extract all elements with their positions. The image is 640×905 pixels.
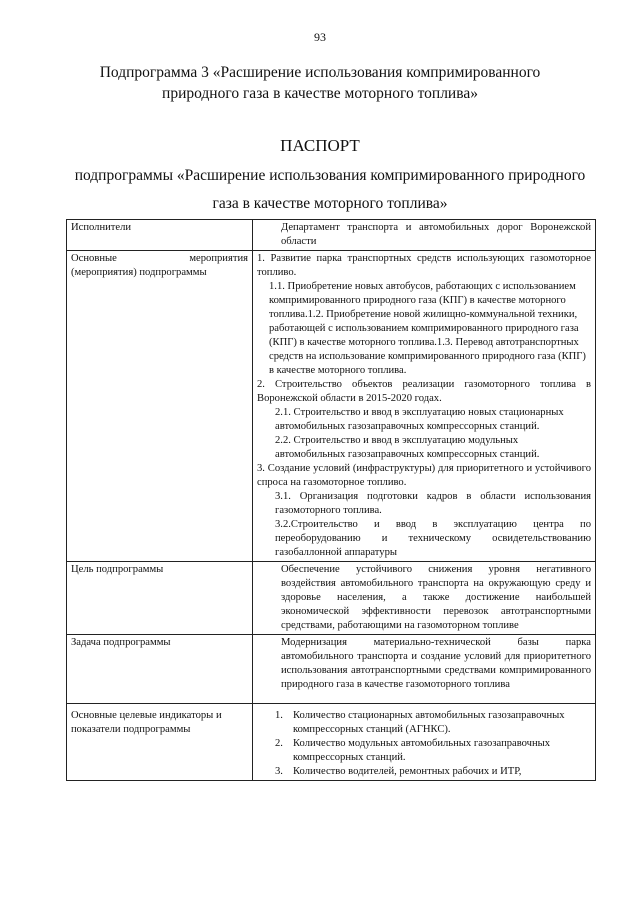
passport-table (66, 219, 596, 781)
subprogram-title (60, 62, 580, 104)
page-number: 93 (314, 30, 326, 44)
subprogram-title-line2: природного газа в качестве моторного топлива» (162, 85, 478, 102)
activity-item-3-1: 3.1. Организация подготовки кадров в области использования газомоторного топлива. (275, 491, 591, 516)
activities-label-line1: Основные мероприятия (71, 253, 248, 264)
activity-item-3: 3. Создание условий (инфраструктуры) для приоритетного и устойчивого спроса на газомоторное топливо. (257, 463, 591, 488)
indicator-item (275, 709, 591, 737)
indicator-text: Количество стационарных автомобильных газозаправочных компрессорных станций (АГНКС). (293, 710, 565, 735)
activity-item-2-2: 2.2. Строительство и ввод в эксплуатацию модульных автомобильных газозаправочных компрессорных станций. (275, 435, 540, 460)
goal-label: Цель подпрограммы (67, 562, 253, 635)
goal-value: Обеспечение устойчивого снижения уровня негативного воздействия автомобильного транспорта на окружающую среду и здоровье населения, а также достижение наибольшей экономической эффективности перевозок автотранспортными средствами, работающими на газомоторном топливе (253, 562, 596, 635)
indicator-text: Количество модульных автомобильных газозаправочных компрессорных станций. (293, 738, 551, 763)
row-activities (67, 251, 596, 562)
row-indicators (67, 704, 596, 781)
passport-subtitle-line2: газа в качестве моторного топлива» (212, 195, 448, 212)
indicators-value (253, 704, 596, 781)
activities-value (253, 251, 596, 562)
task-value: Модернизация материально-технической базы парка автомобильного транспорта и создание условий для приоритетного использования автотранспортными средствами компримированного природного газа в качестве газомоторного топлива (253, 635, 596, 704)
activities-label (67, 251, 253, 562)
row-task (67, 635, 596, 704)
indicator-number: 2. (275, 738, 283, 749)
executors-label: Исполнители (67, 220, 253, 251)
indicators-label: Основные целевые индикаторы и показатели подпрограммы (67, 704, 253, 781)
activity-item-3-2: 3.2.Строительство и ввод в эксплуатацию центра по переоборудованию и техническому освидетельствованию газобаллонной аппаратуры (275, 519, 591, 558)
executors-value: Департамент транспорта и автомобильных дорог Воронежской области (253, 220, 596, 251)
subprogram-title-line1: Подпрограмма 3 «Расширение использования компримированного (99, 64, 541, 81)
activity-item-2: 2. Строительство объектов реализации газомоторного топлива в Воронежской области в 2015-2020 годах. (257, 379, 591, 404)
indicator-item (275, 737, 591, 765)
task-label: Задача подпрограммы (67, 635, 253, 704)
activities-label-line2: (мероприятия) подпрограммы (71, 267, 207, 278)
indicator-number: 3. (275, 766, 283, 777)
passport-heading: ПАСПОРТ (280, 136, 360, 155)
indicator-number: 1. (275, 710, 283, 721)
activity-item-1-sub: 1.1. Приобретение новых автобусов, работающих с использованием компримированного природного газа (КПГ) в качестве моторного топлива.1.2. Приобретение новой жилищно-коммунальной техники, работающей с использованием компримированного природного газа (КПГ) в качестве моторного топлива.1.3. Перевод автотранспортных средств на использование компримированного природного газа (КПГ) в качестве моторного топлива. (269, 281, 586, 376)
row-goal (67, 562, 596, 635)
activity-item-2-1: 2.1. Строительство и ввод в эксплуатацию новых стационарных автомобильных газозаправочных компрессорных станций. (275, 407, 564, 432)
indicator-text: Количество водителей, ремонтных рабочих и ИТР, (293, 766, 522, 777)
passport-subtitle (60, 162, 600, 218)
activity-item-1: 1. Развитие парка транспортных средств использующих газомоторное топливо. (257, 253, 591, 278)
row-executors (67, 220, 596, 251)
indicator-item (275, 765, 591, 779)
passport-subtitle-line1: подпрограммы «Расширение использования компримированного природного (74, 167, 586, 184)
